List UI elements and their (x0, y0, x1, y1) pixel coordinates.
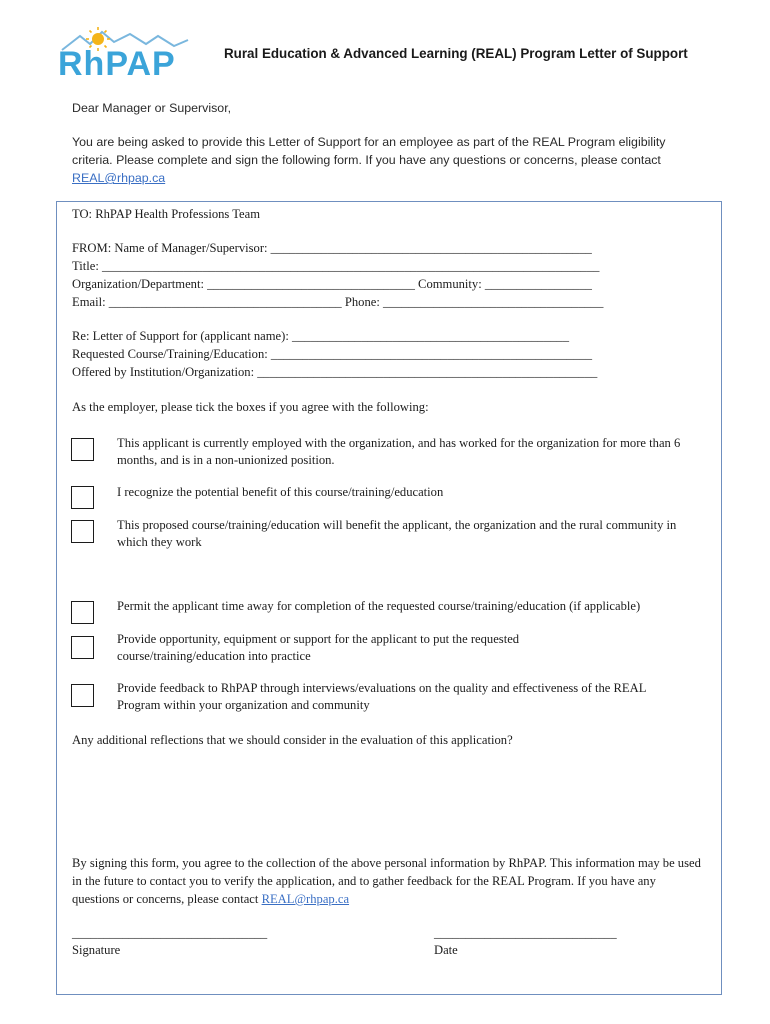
applicant-name-field[interactable]: Re: Letter of Support for (applicant name): ____________________________________________ (72, 329, 570, 343)
checkbox-feedback[interactable] (71, 684, 94, 707)
checkbox-label-feedback: Provide feedback to RhPAP through interviews/evaluations on the quality and effectiveness of the REAL Program within your organization and community (117, 681, 646, 712)
document-title: Rural Education & Advanced Learning (REAL) Program Letter of Support (224, 46, 688, 61)
reflections-area[interactable] (72, 752, 702, 848)
checkbox-community-benefit[interactable] (71, 520, 94, 543)
checkbox-label-community-benefit: This proposed course/training/education will benefit the applicant, the organization and the rural community in which they work (117, 518, 677, 549)
date-label: Date (434, 943, 458, 957)
signature-label: Signature (72, 943, 121, 957)
consent-text: By signing this form, you agree to the collection of the above personal information by RhPAP. This information may be used in the future to contact you to verify the application, and to gather feedback for the REAL Program. If you have any questions or concerns, please contact (72, 856, 701, 906)
intro-paragraph (72, 133, 702, 187)
checkbox-label-benefit: I recognize the potential benefit of this course/training/education (117, 485, 444, 499)
rhpap-logo (58, 24, 192, 82)
checkbox-label-time-away: Permit the applicant time away for completion of the requested course/training/education (if applicable) (117, 599, 641, 613)
from-field[interactable]: FROM: Name of Manager/Supervisor: ___________________________________________________ (72, 241, 592, 255)
checkbox-benefit[interactable] (71, 486, 94, 509)
email-phone-field[interactable]: Email: _____________________________________ Phone: ___________________________________ (72, 295, 604, 309)
offered-by-field[interactable]: Offered by Institution/Organization: ______________________________________________________ (72, 365, 598, 379)
checkbox-label-employed: This applicant is currently employed with the organization, and has worked for the organization for more than 6 months, and is in a non-unionized position. (117, 436, 681, 467)
reflections-prompt: Any additional reflections that we should consider in the evaluation of this application? (72, 733, 513, 747)
checkbox-time-away[interactable] (71, 601, 94, 624)
greeting: Dear Manager or Supervisor, (72, 101, 232, 115)
logo-wordmark: RhPAP (58, 45, 176, 83)
date-line[interactable]: _____________________________ (434, 926, 617, 940)
to-line: TO: RhPAP Health Professions Team (72, 207, 261, 221)
requested-course-field[interactable]: Requested Course/Training/Education: ___________________________________________________ (72, 347, 593, 361)
intro-text: You are being asked to provide this Letter of Support for an employee as part of the REAL Program eligibility criteria. Please complete and sign the following form. If you have any questions or concerns, please contact (72, 135, 666, 167)
checkbox-label-opportunity: Provide opportunity, equipment or support for the applicant to put the requested course/training/education into practice (117, 632, 520, 663)
contact-email-link[interactable]: REAL@rhpap.ca (72, 171, 166, 185)
consent-email-link[interactable]: REAL@rhpap.ca (261, 892, 350, 906)
signature-line[interactable]: _______________________________ (72, 926, 268, 940)
tick-instruction: As the employer, please tick the boxes if you agree with the following: (72, 400, 429, 414)
checkbox-employed[interactable] (71, 438, 94, 461)
checkbox-opportunity[interactable] (71, 636, 94, 659)
organization-community-field[interactable]: Organization/Department: _________________________________ Community: _________________ (72, 277, 592, 291)
title-field[interactable]: Title: _______________________________________________________________________________ (72, 259, 600, 273)
consent-paragraph (72, 854, 702, 908)
